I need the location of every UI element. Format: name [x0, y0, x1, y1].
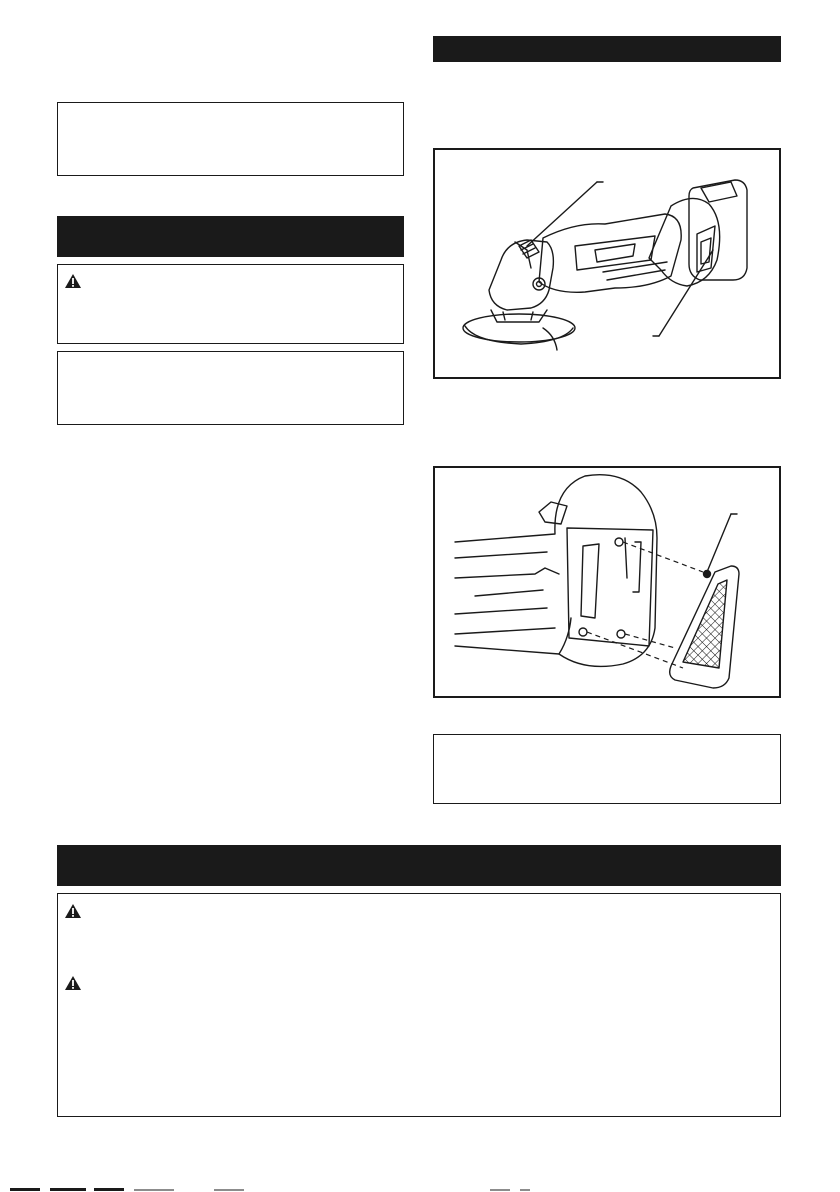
- note-box-mid-left: [57, 351, 404, 425]
- section-header-right: [433, 36, 781, 62]
- figure-dust-cover-detail: [433, 466, 781, 698]
- note-box-top-left: [57, 102, 404, 176]
- warning-box-left: [57, 264, 404, 344]
- note-box-right: [433, 734, 781, 804]
- section-header-bottom: [57, 845, 781, 886]
- page-bottom-edge-marks: [0, 1184, 840, 1192]
- warning-triangle-icon: [64, 975, 82, 991]
- dust-cover-detail-drawing: [435, 468, 779, 696]
- figure-grinder-overview: [433, 148, 781, 379]
- section-header-left: [57, 216, 404, 257]
- grinder-overview-drawing: [435, 150, 779, 377]
- warning-box-bottom: [57, 893, 781, 1117]
- warning-triangle-icon: [64, 903, 82, 919]
- warning-triangle-icon: [64, 273, 82, 289]
